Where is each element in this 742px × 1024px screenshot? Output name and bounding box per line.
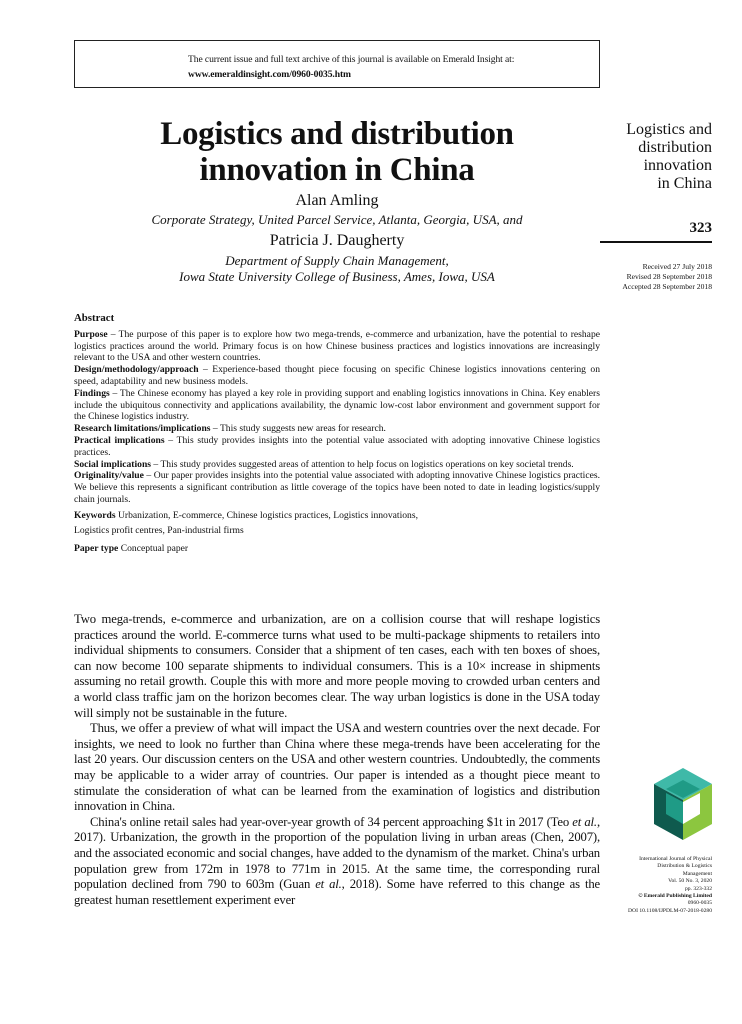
journal-doi[interactable]: DOI 10.1108/IJPDLM-07-2018-0280	[627, 907, 712, 914]
journal-url-link[interactable]: www.emeraldinsight.com/0960-0035.htm	[188, 69, 351, 80]
page-number: 323	[689, 220, 712, 236]
running-title	[626, 121, 712, 193]
research-text: – This study suggests new areas for research.	[210, 423, 386, 435]
body-p3-part-2: , 2017). Urbanization, the growth in the proportion of the population living in urban areas (Chen, 2007), and the associated economic and social changes, have added to the dynamism of the market. China's urban population grew from 172m in 1978 to 771m in 2015. At the same time, the corresponding rural population declined from 790 to 603m (Guan	[74, 814, 600, 892]
running-title-line-1: Logistics and	[626, 121, 712, 138]
journal-line-2: Distribution & Logistics	[657, 863, 712, 870]
body-paragraph-3	[74, 815, 600, 909]
social-text: – This study provides suggested areas of attention to help focus on logistics operations on key societal trends.	[151, 458, 574, 470]
originality-text: – Our paper provides insights into the potential value associated with adopting innovative Chinese logistics practices. We believe this represents a significant contribution as little coverage of the topics have been noted to date in leading logistics/supply chain journals.	[74, 470, 600, 505]
purpose-label: Purpose	[74, 328, 108, 340]
accepted-date: Accepted 28 September 2018	[622, 282, 712, 291]
practical-label: Practical implications	[74, 434, 165, 446]
abstract-section	[74, 313, 600, 556]
article-title	[74, 116, 600, 188]
abstract-practical	[74, 435, 600, 459]
abstract-social	[74, 459, 600, 471]
originality-label: Originality/value	[74, 470, 144, 482]
abstract-purpose	[74, 329, 600, 364]
access-notice-text: The current issue and full text archive of this journal is available on Emerald Insight at:	[188, 54, 515, 65]
abstract-design	[74, 364, 600, 388]
abstract-findings	[74, 388, 600, 423]
title-line-2: innovation in China	[199, 152, 475, 188]
revised-date: Revised 28 September 2018	[626, 272, 712, 281]
sidebar-divider	[600, 241, 712, 243]
citation-et-al-2: et al.	[315, 877, 342, 892]
author-2-affiliation-line-1: Department of Supply Chain Management,	[225, 253, 449, 268]
body-p3-part-1: China's online retail sales had year-over-year growth of 34 percent approaching $1t in 2017 (Teo	[90, 814, 573, 829]
title-line-1: Logistics and distribution	[160, 116, 514, 152]
keywords-line-1	[74, 508, 600, 523]
journal-line-4: Vol. 50 No. 3, 2020	[668, 878, 712, 885]
journal-line-1: International Journal of Physical	[639, 856, 712, 862]
author-2-name: Patricia J. Daugherty	[269, 232, 405, 249]
body-paragraph-2: Thus, we offer a preview of what will impact the USA and western countries over the next decade. For insights, we need to look no further than China where these mega-trends have been accelerating for the last 20 years. Our discussion centers on the USA and other western countries. Undoubtedly, the comments may be applicable to a wider array of countries. Our paper is intended as a thought piece meant to stimulate the consideration of what can be learned from the examination of logistics and distribution innovation in China.	[74, 721, 600, 814]
running-title-line-2: distribution	[638, 139, 712, 156]
paper-type-label: Paper type	[74, 542, 119, 554]
abstract-research	[74, 423, 600, 435]
article-history-dates	[622, 262, 712, 292]
keywords-label: Keywords	[74, 509, 116, 521]
author-1-name: Alan Amling	[295, 192, 379, 209]
keywords-line-2: Logistics profit centres, Pan-industrial firms	[74, 524, 244, 536]
findings-label: Findings	[74, 387, 110, 399]
abstract-originality	[74, 470, 600, 505]
journal-line-3: Management	[682, 870, 712, 877]
findings-text: – The Chinese economy has played a key role in providing support and enabling logistics innovations in China. Key enablers include the ubiquitous connectivity and applications availability, the dynamic low-cost labor environment and government support for the Chinese logistics industry.	[74, 387, 600, 423]
keywords	[74, 508, 600, 538]
journal-line-7: 0960-0035	[687, 900, 712, 907]
journal-line-5: pp. 323-332	[684, 885, 712, 892]
research-label: Research limitations/implications	[74, 423, 211, 435]
practical-text: – This study provides insights into the potential value associated with adopting innovative Chinese logistics practices.	[74, 434, 600, 458]
received-date: Received 27 July 2018	[642, 262, 712, 271]
keywords-text-1: Urbanization, E-commerce, Chinese logistics practices, Logistics innovations,	[115, 509, 418, 521]
running-title-line-3: innovation	[643, 157, 712, 174]
author-1-affiliation: Corporate Strategy, United Parcel Service, Atlanta, Georgia, USA, and	[151, 212, 523, 227]
journal-line-6: © Emerald Publishing Limited	[638, 893, 712, 900]
design-label: Design/methodology/approach	[74, 364, 199, 376]
running-title-line-4: in China	[657, 175, 712, 192]
design-text: – Experience-based thought piece focusing on specific Chinese logistics innovations centering on speed, adaptability and new business models.	[74, 364, 600, 387]
citation-et-al-1: et al.	[572, 814, 597, 829]
social-label: Social implications	[74, 458, 152, 470]
body-p3-part-3: , 2018). Some have referred to this change as the greatest human resettlement experiment ever	[74, 877, 601, 907]
author-2-affiliation-line-2: Iowa State University College of Business, Ames, Iowa, USA	[179, 269, 495, 284]
body-paragraph-1: Two mega-trends, e-commerce and urbanization, are on a collision course that will reshape logistics practices around the world. E-commerce turns what used to be multi-package shipments to retailers into individual shipments to consumers. Consider that a shipment of ten cases, each with ten boxes of shoes, can now become 100 separate shipments to individual consumers. This is a 10× increase in shipments assuming no retail growth. Couple this with more and more people moving to crowded urban centers and a world class traffic jam on the horizon becomes clear. The way urban logistics is done in the USA today will simply not be sustainable in the future.	[74, 612, 600, 720]
journal-access-notice	[74, 40, 600, 88]
abstract-heading: Abstract	[74, 312, 115, 324]
paper-type-text: Conceptual paper	[118, 542, 189, 554]
emerald-publishing-logo	[654, 768, 712, 840]
purpose-text: – The purpose of this paper is to explore how two mega-trends, e-commerce and urbanization, have the potential to reshape logistics practices around the world. Primary focus is on how Chinese business practices and logistics innovations are increasingly relevant to the USA and other western countries.	[74, 328, 600, 364]
article-body	[74, 612, 600, 908]
journal-citation-info	[628, 856, 712, 915]
paper-type	[74, 541, 600, 556]
